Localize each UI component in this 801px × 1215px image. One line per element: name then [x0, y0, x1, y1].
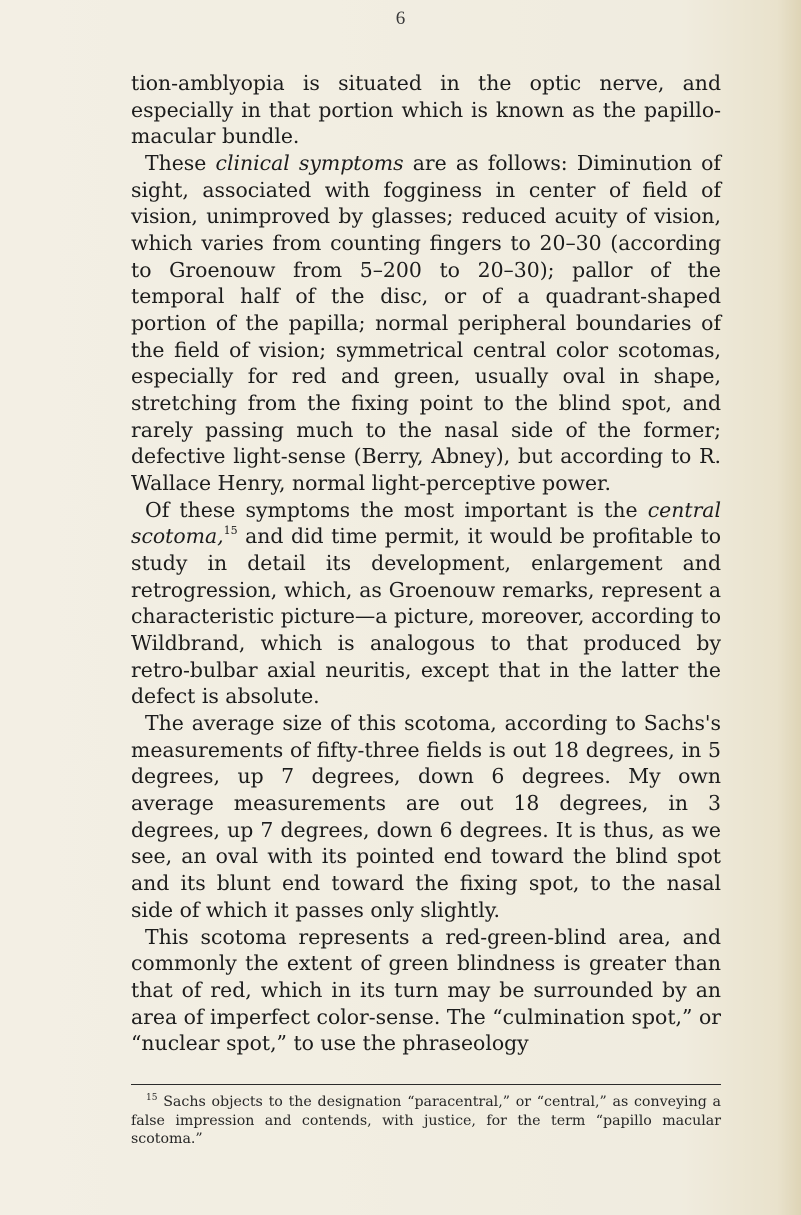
paragraph-3 — [131, 497, 721, 710]
paragraph-2-text: are as follows: Diminution of sight, associated with fogginess in center of field of vision, unimproved by glasses; reduced acuity of vision, which varies from counting fingers to 20–30 (according to Groenouw from 5–200 to 20–30); pallor of the temporal half of the disc, or of a quadrant-shaped portion of the papilla; normal peripheral boundaries of the field of vision; symmetrical central color scotomas, especially for red and green, usually oval in shape, stretching from the fixing point to the blind spot, and rarely passing much to the nasal side of the former; defective light-sense (Berry, Abney), but according to R. Wallace Henry, normal light-perceptive power. — [131, 151, 721, 496]
paragraph-3-lead: Of these symptoms the most important is the — [145, 497, 648, 522]
paragraph-4: The average size of this scotoma, according to Sachs's measurements of fifty-three fields is out 18 degrees, in 5 degrees, up 7 degrees, down 6 degrees. My own average measurements are out 18 degrees, in 3 degrees, up 7 degrees, down 6 degrees. It is thus, as we see, an oval with its pointed end toward the blind spot and its blunt end toward the fixing spot, to the nasal side of which it passes only slightly. — [131, 711, 721, 922]
page-number: 6 — [395, 8, 406, 29]
central-scotoma-italic: central scotoma, — [131, 497, 721, 549]
paragraph-2 — [131, 150, 721, 497]
paragraph-2-lead: These — [145, 151, 216, 176]
footnote-reference: 15 — [223, 524, 238, 538]
paragraph-3-text: and did time permit, it would be profitable to study in detail its development, enlargement and retrogression, which, as Groenouw remarks, represent a characteristic picture—a picture, moreover, according to Wildbrand, which is analogous to that produced by retro-bulbar axial neuritis, except that in the latter the defect is absolute. — [131, 524, 721, 709]
body-text — [131, 70, 721, 1057]
clinical-symptoms-italic: clinical symptoms — [215, 151, 404, 176]
paragraph-1: tion-amblyopia is situated in the optic nerve, and especially in that portion which is known as the papillo-macular bundle. — [131, 71, 721, 149]
paragraph-5: This scotoma represents a red-green-blind area, and commonly the extent of green blindness is greater than that of red, which in its turn may be surrounded by an area of imperfect color-sense. The “culmination spot,” or “nuclear spot,” to use the phraseology — [131, 924, 721, 1056]
footnote-text: Sachs objects to the designation “paracentral,” or “central,” as conveying a false impression and contends, with justice, for the term “papillo macular scotoma.” — [131, 1094, 721, 1147]
footnote-number: 15 — [146, 1093, 158, 1103]
footnote — [131, 1093, 721, 1149]
footnote-divider — [131, 1084, 721, 1085]
